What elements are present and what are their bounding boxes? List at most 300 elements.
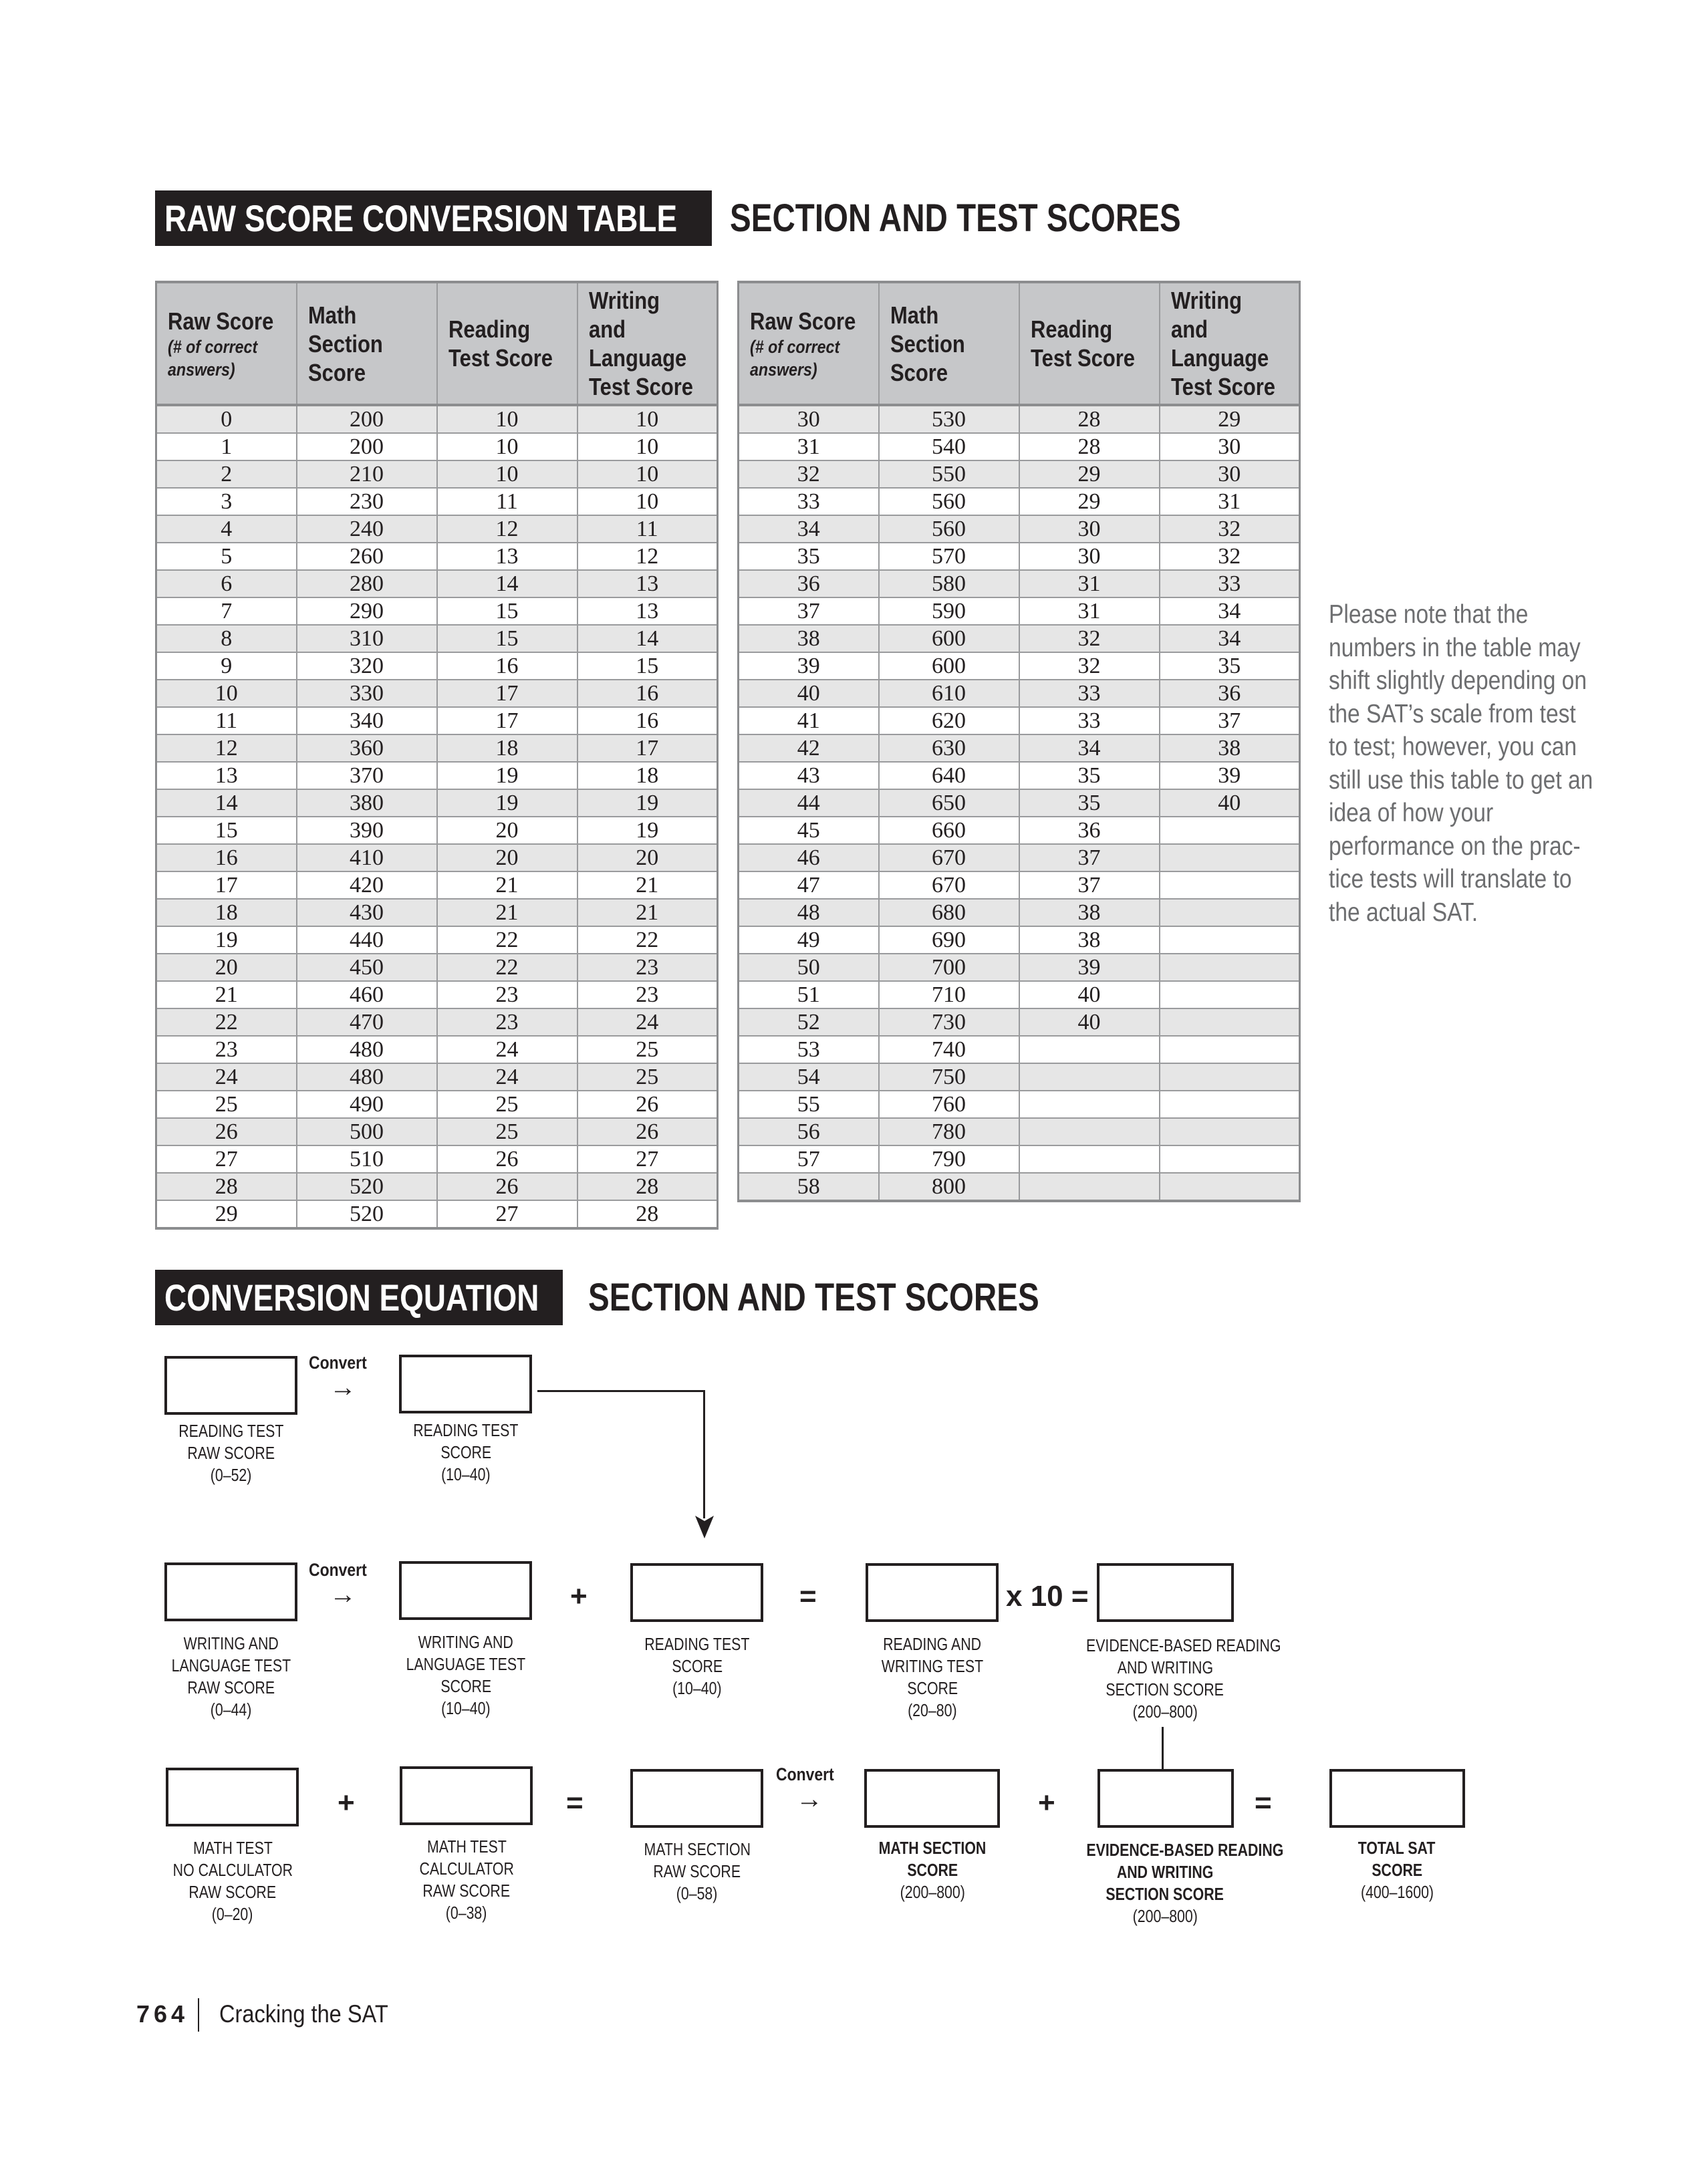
- table-row: [156, 871, 718, 899]
- raw-score-cell: 31: [739, 433, 879, 460]
- reading-raw-score-box[interactable]: [164, 1356, 297, 1415]
- table-row: [739, 899, 1300, 926]
- reading-test-score-cell: 14: [437, 570, 577, 597]
- diagram-label-line: (10–40): [441, 1698, 491, 1718]
- raw-score-cell: 8: [156, 625, 297, 652]
- diagram-label-line: SCORE: [672, 1656, 723, 1676]
- conversion-equation-heading-text: CONVERSION EQUATION: [164, 1276, 539, 1319]
- raw-score-cell: 32: [739, 460, 879, 488]
- diagram-label-line: RAW SCORE: [187, 1677, 275, 1697]
- math-section-score-cell: 670: [879, 844, 1019, 871]
- reading-test-score-cell: 35: [1019, 762, 1160, 789]
- math-section-score-cell: 540: [879, 433, 1019, 460]
- convert-arrow-icon: →: [330, 1373, 356, 1402]
- reading-test-score-box[interactable]: [630, 1563, 763, 1622]
- table-row: [739, 1145, 1300, 1173]
- writing-language-score-cell: 19: [577, 817, 718, 844]
- math-section-score-cell: 370: [297, 762, 437, 789]
- table-row: [739, 707, 1300, 734]
- reading-test-score-label-top: [379, 1419, 553, 1486]
- reading-test-score-cell: 22: [437, 926, 577, 954]
- table-row: [156, 954, 718, 981]
- reading-test-score-cell: 21: [437, 899, 577, 926]
- math-section-score-cell: 530: [879, 405, 1019, 433]
- math-section-score-cell: 500: [297, 1118, 437, 1145]
- writing-language-score-cell: 32: [1160, 515, 1300, 543]
- writing-language-score-cell: 21: [577, 871, 718, 899]
- total-sat-score-box[interactable]: [1329, 1769, 1465, 1828]
- ebrw-section-score-final-box[interactable]: [1097, 1769, 1234, 1828]
- math-section-score-cell: 240: [297, 515, 437, 543]
- raw-score-cell: 36: [739, 570, 879, 597]
- math-section-score-cell: 480: [297, 1036, 437, 1063]
- diagram-label-line: READING TEST: [413, 1420, 519, 1440]
- reading-test-score-cell: 28: [1019, 433, 1160, 460]
- header-writing-line: Writing: [1170, 287, 1242, 314]
- math-section-score-cell: 650: [879, 789, 1019, 817]
- table-row: [156, 789, 718, 817]
- diagram-label-line: EVIDENCE-BASED READING: [1086, 1840, 1284, 1860]
- writing-test-score-label: [379, 1631, 553, 1720]
- diagram-label-line: WRITING AND: [418, 1632, 514, 1652]
- table-row: [156, 433, 718, 460]
- writing-language-score-cell: 26: [577, 1118, 718, 1145]
- reading-test-score-box-top[interactable]: [399, 1355, 532, 1413]
- raw-score-cell: 1: [156, 433, 297, 460]
- reading-test-score-cell: 33: [1019, 680, 1160, 707]
- writing-language-score-cell: 30: [1160, 460, 1300, 488]
- math-section-score-cell: 620: [879, 707, 1019, 734]
- writing-language-score-cell: [1160, 871, 1300, 899]
- reading-test-score-cell: 10: [437, 460, 577, 488]
- diagram-label-line: MATH TEST: [426, 1836, 507, 1857]
- diagram-label-line: READING TEST: [178, 1421, 284, 1441]
- diagram-label-line: (200–800): [1132, 1906, 1198, 1926]
- writing-language-score-cell: 17: [577, 734, 718, 762]
- writing-language-score-cell: 26: [577, 1091, 718, 1118]
- math-section-score-cell: 360: [297, 734, 437, 762]
- raw-score-cell: 20: [156, 954, 297, 981]
- raw-score-cell: 47: [739, 871, 879, 899]
- table-row: [739, 570, 1300, 597]
- convert-label: [309, 1560, 377, 1580]
- table-row: [739, 515, 1300, 543]
- equals-operator: =: [799, 1580, 817, 1613]
- raw-score-cell: 35: [739, 543, 879, 570]
- reading-test-score-cell: 23: [437, 981, 577, 1008]
- table-row: [156, 405, 718, 433]
- math-section-score-cell: 670: [879, 871, 1019, 899]
- math-section-score-cell: 700: [879, 954, 1019, 981]
- reading-test-score-cell: 29: [1019, 488, 1160, 515]
- table-row: [156, 1173, 718, 1200]
- table-row: [739, 433, 1300, 460]
- conversion-table-subheading-text: SECTION AND TEST SCORES: [730, 196, 1181, 240]
- math-section-score-cell: 730: [879, 1008, 1019, 1036]
- writing-language-score-cell: 35: [1160, 652, 1300, 680]
- raw-score-cell: 23: [156, 1036, 297, 1063]
- header-raw-sub: answers): [750, 359, 817, 380]
- writing-language-score-cell: 34: [1160, 625, 1300, 652]
- writing-test-score-box[interactable]: [399, 1561, 532, 1620]
- writing-language-score-cell: 10: [577, 433, 718, 460]
- raw-score-cell: 12: [156, 734, 297, 762]
- reading-test-score-cell: 30: [1019, 543, 1160, 570]
- diagram-label-line: (200–800): [1132, 1701, 1198, 1722]
- reading-test-score-cell: 25: [437, 1091, 577, 1118]
- math-section-score-cell: 800: [879, 1173, 1019, 1201]
- table-row: [739, 734, 1300, 762]
- diagram-label-line: READING TEST: [644, 1634, 750, 1654]
- plus-operator: +: [1038, 1786, 1055, 1819]
- raw-score-cell: 9: [156, 652, 297, 680]
- raw-score-table-left: [155, 281, 719, 1230]
- reading-test-score-cell: [1019, 1145, 1160, 1173]
- convert-text: Convert: [776, 1764, 834, 1784]
- table-header-row: [156, 282, 718, 405]
- times-ten-operator: x 10 =: [1006, 1580, 1089, 1613]
- diagram-label-line: MATH TEST: [192, 1838, 273, 1858]
- table-row: [739, 1036, 1300, 1063]
- reading-test-score-cell: [1019, 1091, 1160, 1118]
- math-section-score-box[interactable]: [864, 1769, 1000, 1828]
- math-section-score-cell: 320: [297, 652, 437, 680]
- header-math-line: Math: [307, 301, 356, 329]
- raw-score-cell: 54: [739, 1063, 879, 1091]
- header-reading-line: Test Score: [448, 344, 553, 372]
- raw-score-cell: 22: [156, 1008, 297, 1036]
- writing-language-score-cell: 19: [577, 789, 718, 817]
- table-row: [156, 680, 718, 707]
- header-raw-sub: (# of correct: [168, 336, 258, 357]
- diagram-label-line: SCORE: [1372, 1860, 1422, 1880]
- table-row: [156, 1036, 718, 1063]
- math-section-score-cell: 440: [297, 926, 437, 954]
- raw-score-cell: 21: [156, 981, 297, 1008]
- math-section-score-cell: 580: [879, 570, 1019, 597]
- reading-writing-test-score-label: [846, 1633, 1019, 1722]
- raw-score-cell: 14: [156, 789, 297, 817]
- writing-language-score-cell: [1160, 1118, 1300, 1145]
- writing-language-score-cell: 12: [577, 543, 718, 570]
- raw-score-cell: 55: [739, 1091, 879, 1118]
- table-row: [156, 488, 718, 515]
- table-row: [739, 680, 1300, 707]
- math-section-score-cell: 520: [297, 1173, 437, 1200]
- math-no-calculator-label: [146, 1837, 319, 1925]
- diagram-label-line: (0–58): [676, 1883, 718, 1903]
- raw-score-cell: 58: [739, 1173, 879, 1201]
- writing-language-score-cell: 10: [577, 405, 718, 433]
- reading-test-score-cell: [1019, 1173, 1160, 1201]
- math-section-score-cell: 600: [879, 625, 1019, 652]
- column-header-writing: [577, 282, 718, 405]
- table-row: [739, 405, 1300, 433]
- writing-language-score-cell: 27: [577, 1145, 718, 1173]
- writing-language-score-cell: 31: [1160, 488, 1300, 515]
- diagram-label-line: MATH SECTION: [878, 1838, 987, 1858]
- math-section-score-cell: 660: [879, 817, 1019, 844]
- reading-test-score-cell: 39: [1019, 954, 1160, 981]
- writing-language-score-cell: 20: [577, 844, 718, 871]
- diagram-label-line: (10–40): [672, 1678, 722, 1698]
- writing-language-score-cell: [1160, 1173, 1300, 1201]
- writing-raw-score-box[interactable]: [164, 1562, 297, 1621]
- math-section-score-cell: 550: [879, 460, 1019, 488]
- reading-test-score-cell: 29: [1019, 460, 1160, 488]
- diagram-label-line: WRITING TEST: [881, 1656, 984, 1676]
- math-section-score-cell: 200: [297, 433, 437, 460]
- connector-line-vertical: [703, 1390, 705, 1518]
- raw-score-cell: 29: [156, 1200, 297, 1228]
- writing-language-score-cell: 37: [1160, 707, 1300, 734]
- reading-writing-test-score-box[interactable]: [866, 1563, 999, 1622]
- convert-arrow-icon: →: [796, 1784, 823, 1814]
- diagram-label-line: READING AND: [883, 1634, 982, 1654]
- math-section-score-cell: 410: [297, 844, 437, 871]
- plus-operator: +: [570, 1580, 588, 1613]
- writing-language-score-cell: 25: [577, 1063, 718, 1091]
- raw-score-cell: 27: [156, 1145, 297, 1173]
- conversion-equation-heading: [155, 1270, 563, 1325]
- math-section-score-cell: 740: [879, 1036, 1019, 1063]
- connector-line-horizontal: [537, 1390, 705, 1392]
- math-section-score-cell: 590: [879, 597, 1019, 625]
- ebrw-section-score-final-label: [1065, 1839, 1284, 1927]
- raw-score-cell: 25: [156, 1091, 297, 1118]
- math-no-calculator-box[interactable]: [166, 1768, 299, 1826]
- header-math-line: Score: [307, 358, 366, 386]
- diagram-label-line: MATH SECTION: [644, 1839, 751, 1859]
- table-row: [156, 817, 718, 844]
- table-row: [156, 981, 718, 1008]
- raw-score-cell: 0: [156, 405, 297, 433]
- reading-test-score-cell: 38: [1019, 926, 1160, 954]
- raw-score-cell: 56: [739, 1118, 879, 1145]
- writing-language-score-cell: 14: [577, 625, 718, 652]
- column-header-reading: [437, 282, 577, 405]
- table-row: [156, 652, 718, 680]
- diagram-label-line: SCORE: [907, 1678, 958, 1698]
- raw-score-cell: 39: [739, 652, 879, 680]
- math-section-score-cell: 690: [879, 926, 1019, 954]
- table-row: [739, 789, 1300, 817]
- diagram-label-line: SCORE: [907, 1860, 958, 1880]
- writing-language-score-cell: 28: [577, 1200, 718, 1228]
- writing-language-score-cell: 16: [577, 680, 718, 707]
- table-row: [156, 1063, 718, 1091]
- raw-score-cell: 53: [739, 1036, 879, 1063]
- diagram-label-line: AND WRITING: [1116, 1862, 1214, 1882]
- math-section-score-cell: 490: [297, 1091, 437, 1118]
- reading-test-score-cell: 24: [437, 1036, 577, 1063]
- writing-language-score-cell: 25: [577, 1036, 718, 1063]
- writing-language-score-cell: 22: [577, 926, 718, 954]
- scale-note-text: Please note that the numbers in the table may shift slightly depending on the SAT’s scale from test to test; however, you can still use this table to get an idea of how your performance on the prac-tice tests will translate to the actual SAT.: [1329, 600, 1593, 927]
- diagram-label-line: (20–80): [908, 1700, 957, 1720]
- arrow-down-icon: [695, 1516, 714, 1540]
- reading-test-score-cell: 24: [437, 1063, 577, 1091]
- column-header-reading: [1019, 282, 1160, 405]
- header-writing-line: Test Score: [588, 373, 693, 400]
- raw-score-cell: 49: [739, 926, 879, 954]
- raw-score-cell: 44: [739, 789, 879, 817]
- table-row: [156, 570, 718, 597]
- math-section-score-cell: 480: [297, 1063, 437, 1091]
- book-title-text: Cracking the SAT: [219, 2000, 388, 2028]
- writing-language-score-cell: 23: [577, 981, 718, 1008]
- math-section-score-cell: 330: [297, 680, 437, 707]
- writing-language-score-cell: 36: [1160, 680, 1300, 707]
- writing-language-score-cell: 33: [1160, 570, 1300, 597]
- table-row: [739, 1063, 1300, 1091]
- raw-score-cell: 57: [739, 1145, 879, 1173]
- math-section-score-cell: 280: [297, 570, 437, 597]
- reading-test-score-cell: 17: [437, 680, 577, 707]
- diagram-label-line: RAW SCORE: [188, 1882, 277, 1902]
- total-sat-score-label: [1310, 1837, 1484, 1903]
- math-section-score-cell: 600: [879, 652, 1019, 680]
- table-row: [739, 488, 1300, 515]
- table-row: [156, 1200, 718, 1228]
- math-section-score-cell: 790: [879, 1145, 1019, 1173]
- raw-score-cell: 28: [156, 1173, 297, 1200]
- header-writing-line: Writing: [588, 287, 660, 314]
- table-row: [156, 1008, 718, 1036]
- reading-raw-score-label: [144, 1420, 318, 1486]
- raw-score-cell: 40: [739, 680, 879, 707]
- convert-label: [309, 1353, 377, 1373]
- reading-test-score-cell: 15: [437, 597, 577, 625]
- math-section-score-cell: 510: [297, 1145, 437, 1173]
- conversion-equation-subheading-text: SECTION AND TEST SCORES: [588, 1276, 1039, 1319]
- math-section-score-cell: 230: [297, 488, 437, 515]
- raw-score-cell: 50: [739, 954, 879, 981]
- math-section-score-cell: 450: [297, 954, 437, 981]
- equals-operator: =: [1255, 1786, 1272, 1819]
- math-section-score-cell: 290: [297, 597, 437, 625]
- raw-score-cell: 46: [739, 844, 879, 871]
- header-raw-label: Raw Score: [750, 307, 856, 335]
- reading-test-score-cell: [1019, 1036, 1160, 1063]
- writing-language-score-cell: [1160, 817, 1300, 844]
- header-reading-line: Reading: [448, 315, 530, 343]
- writing-language-score-cell: [1160, 981, 1300, 1008]
- diagram-label-line: (200–800): [900, 1882, 965, 1902]
- writing-language-score-cell: [1160, 1091, 1300, 1118]
- math-section-score-cell: 570: [879, 543, 1019, 570]
- table-row: [156, 460, 718, 488]
- reading-test-score-cell: 34: [1019, 734, 1160, 762]
- math-section-score-cell: 640: [879, 762, 1019, 789]
- raw-score-cell: 33: [739, 488, 879, 515]
- table-row: [156, 597, 718, 625]
- diagram-label-line: SECTION SCORE: [1106, 1679, 1224, 1699]
- math-section-score-cell: 460: [297, 981, 437, 1008]
- raw-score-cell: 52: [739, 1008, 879, 1036]
- math-section-score-cell: 560: [879, 488, 1019, 515]
- convert-arrow-icon: →: [330, 1580, 356, 1609]
- reading-test-score-label: [610, 1633, 784, 1699]
- diagram-label-line: SECTION SCORE: [1106, 1884, 1224, 1904]
- reading-test-score-cell: 20: [437, 817, 577, 844]
- equals-operator: =: [566, 1786, 584, 1819]
- footer-divider: [198, 1998, 199, 2032]
- reading-test-score-cell: 26: [437, 1173, 577, 1200]
- reading-test-score-cell: 28: [1019, 405, 1160, 433]
- reading-test-score-cell: 19: [437, 789, 577, 817]
- raw-score-cell: 5: [156, 543, 297, 570]
- table-row: [739, 1173, 1300, 1201]
- math-calculator-label: [380, 1836, 553, 1924]
- writing-language-score-cell: 16: [577, 707, 718, 734]
- reading-test-score-cell: 20: [437, 844, 577, 871]
- raw-score-cell: 30: [739, 405, 879, 433]
- table-row: [156, 515, 718, 543]
- header-writing-line: Language: [588, 344, 686, 372]
- writing-language-score-cell: [1160, 1145, 1300, 1173]
- reading-test-score-cell: 13: [437, 543, 577, 570]
- writing-language-score-cell: [1160, 926, 1300, 954]
- table-header-row: [739, 282, 1300, 405]
- raw-score-table-right: [737, 281, 1301, 1202]
- table-row: [156, 1091, 718, 1118]
- math-calculator-box[interactable]: [400, 1766, 533, 1825]
- raw-score-cell: 45: [739, 817, 879, 844]
- raw-score-cell: 19: [156, 926, 297, 954]
- raw-score-cell: 3: [156, 488, 297, 515]
- diagram-label-line: TOTAL SAT: [1358, 1838, 1436, 1858]
- diagram-label-line: WRITING AND: [183, 1633, 279, 1653]
- writing-language-score-cell: 30: [1160, 433, 1300, 460]
- column-header-writing: [1160, 282, 1300, 405]
- math-section-score-cell: 420: [297, 871, 437, 899]
- math-section-raw-score-box[interactable]: [630, 1769, 763, 1828]
- table-row: [739, 543, 1300, 570]
- header-reading-line: Test Score: [1030, 344, 1135, 372]
- reading-test-score-cell: 11: [437, 488, 577, 515]
- reading-test-score-cell: 40: [1019, 981, 1160, 1008]
- writing-language-score-cell: 11: [577, 515, 718, 543]
- reading-test-score-cell: 37: [1019, 871, 1160, 899]
- table-row: [739, 460, 1300, 488]
- math-section-score-cell: 610: [879, 680, 1019, 707]
- math-section-score-cell: 780: [879, 1118, 1019, 1145]
- raw-score-cell: 26: [156, 1118, 297, 1145]
- page-number: 764: [136, 2000, 189, 2028]
- table-row: [739, 652, 1300, 680]
- table-row: [739, 1008, 1300, 1036]
- table-row: [156, 926, 718, 954]
- table-row: [156, 734, 718, 762]
- raw-score-cell: 48: [739, 899, 879, 926]
- raw-score-cell: 2: [156, 460, 297, 488]
- reading-test-score-cell: 27: [437, 1200, 577, 1228]
- writing-language-score-cell: 34: [1160, 597, 1300, 625]
- diagram-label-line: SCORE: [440, 1676, 491, 1696]
- table-row: [739, 844, 1300, 871]
- ebrw-section-score-box[interactable]: [1097, 1563, 1234, 1622]
- writing-language-score-cell: [1160, 954, 1300, 981]
- convert-text: Convert: [309, 1353, 367, 1373]
- writing-raw-score-label: [144, 1633, 318, 1721]
- writing-language-score-cell: 23: [577, 954, 718, 981]
- diagram-label-line: AND WRITING: [1117, 1657, 1213, 1677]
- writing-language-score-cell: 15: [577, 652, 718, 680]
- writing-language-score-cell: 24: [577, 1008, 718, 1036]
- table-row: [739, 981, 1300, 1008]
- reading-test-score-cell: 37: [1019, 844, 1160, 871]
